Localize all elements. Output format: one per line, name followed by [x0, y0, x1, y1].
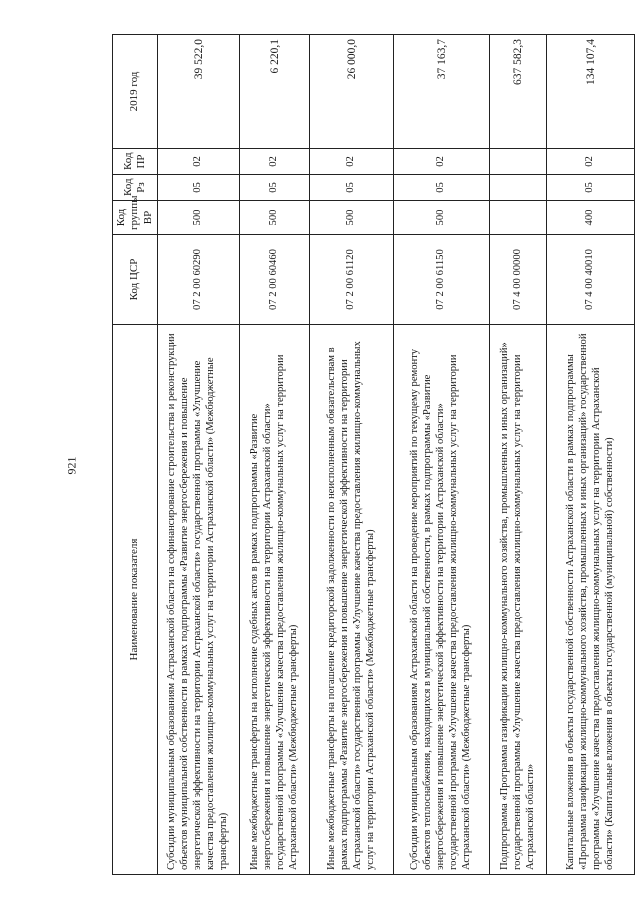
row-name: Иные межбюджетные трансферты на погашение кредиторской задолженности по неисполненным обязательствам в рамках подпрограммы «Развитие энергосбережения и повышение энергетической эффективности на территории Астраханской области» государственной программы «Улучшение качества предоставления жилищно-коммунальных услуг на территории Астраханской области» (Межбюджетные трансферты) [310, 325, 394, 875]
header-name: Наименование показателя [113, 325, 158, 875]
row-amount: 37 163,7 [394, 35, 490, 149]
row-vr [490, 201, 547, 235]
row-rz [490, 175, 547, 201]
table-row [547, 35, 635, 875]
table-header-row [113, 35, 158, 875]
header-year: 2019 год [113, 35, 158, 149]
row-vr: 500 [240, 201, 310, 235]
header-rz: Код Рз [113, 175, 158, 201]
row-pr: 02 [158, 149, 240, 175]
row-csr: 07 2 00 60460 [240, 235, 310, 325]
row-vr: 500 [310, 201, 394, 235]
row-amount: 6 220,1 [240, 35, 310, 149]
row-pr: 02 [240, 149, 310, 175]
row-pr: 02 [547, 149, 635, 175]
header-pr: Код ПР [113, 149, 158, 175]
row-rz: 05 [240, 175, 310, 201]
page-number: 921 [64, 456, 79, 475]
row-csr: 07 4 00 00000 [490, 235, 547, 325]
row-pr [490, 149, 547, 175]
row-amount: 39 522,0 [158, 35, 240, 149]
row-pr: 02 [394, 149, 490, 175]
table-row [394, 35, 490, 875]
row-csr: 07 4 00 40010 [547, 235, 635, 325]
table-row [158, 35, 240, 875]
row-csr: 07 2 00 61120 [310, 235, 394, 325]
row-rz: 05 [394, 175, 490, 201]
table-row [310, 35, 394, 875]
row-name: Субсидии муниципальным образованиям Астраханской области на проведение мероприятий по текущему ремонту объектов теплоснабжения, находящихся в муниципальной собственности, в рамках подпрограммы «Развитие энергосбережения и повышение энергетической эффективности на территории Астраханской области» государственной программы «Улучшение качества предоставления жилищно-коммунальных услуг на территории Астраханской области» (Межбюджетные трансферты) [394, 325, 490, 875]
row-amount: 26 000,0 [310, 35, 394, 149]
rotated-table-container [112, 35, 635, 875]
table-row [240, 35, 310, 875]
row-vr: 400 [547, 201, 635, 235]
header-vr: Код группы ВР [113, 201, 158, 235]
budget-table [112, 34, 635, 875]
row-csr: 07 2 00 61150 [394, 235, 490, 325]
row-csr: 07 2 00 60290 [158, 235, 240, 325]
row-name: Капитальные вложения в объекты государственной собственности Астраханской области в рамках подпрограммы «Программа газификации жилищно-коммунального хозяйства, промышленных и иных организаций» государственной программы «Улучшение качества предоставления жилищно-коммунальных услуг на территории Астраханской области» (Капитальные вложения в объекты государственной (муниципальной) собственности) [547, 325, 635, 875]
row-name: Подпрограмма «Программа газификации жилищно-коммунального хозяйства, промышленных и иных организаций» государственной программы «Улучшение качества предоставления жилищно-коммунальных услуг на территории Астраханской области» [490, 325, 547, 875]
row-name: Иные межбюджетные трансферты на исполнение судебных актов в рамках подпрограммы «Развитие энергосбережения и повышение энергетической эффективности на территории Астраханской области» государственной программы «Улучшение качества предоставления жилищно-коммунальных услуг на территории Астраханской области» (Межбюджетные трансферты) [240, 325, 310, 875]
row-rz: 05 [310, 175, 394, 201]
row-pr: 02 [310, 149, 394, 175]
row-rz: 05 [547, 175, 635, 201]
row-vr: 500 [394, 201, 490, 235]
table-row [490, 35, 547, 875]
row-rz: 05 [158, 175, 240, 201]
header-csr: Код ЦСР [113, 235, 158, 325]
row-vr: 500 [158, 201, 240, 235]
row-name: Субсидии муниципальным образованиям Астраханской области на софинансирование строительства и реконструкции объектов муниципальной собственности в рамках подпрограммы «Развитие энергосбережения и повышение энергетической эффективности на территории Астраханской области» государственной программы «Улучшение качества предоставления жилищно-коммунальных услуг на территории Астраханской области» (Межбюджетные трансферты) [158, 325, 240, 875]
row-amount: 637 582,3 [490, 35, 547, 149]
row-amount: 134 107,4 [547, 35, 635, 149]
